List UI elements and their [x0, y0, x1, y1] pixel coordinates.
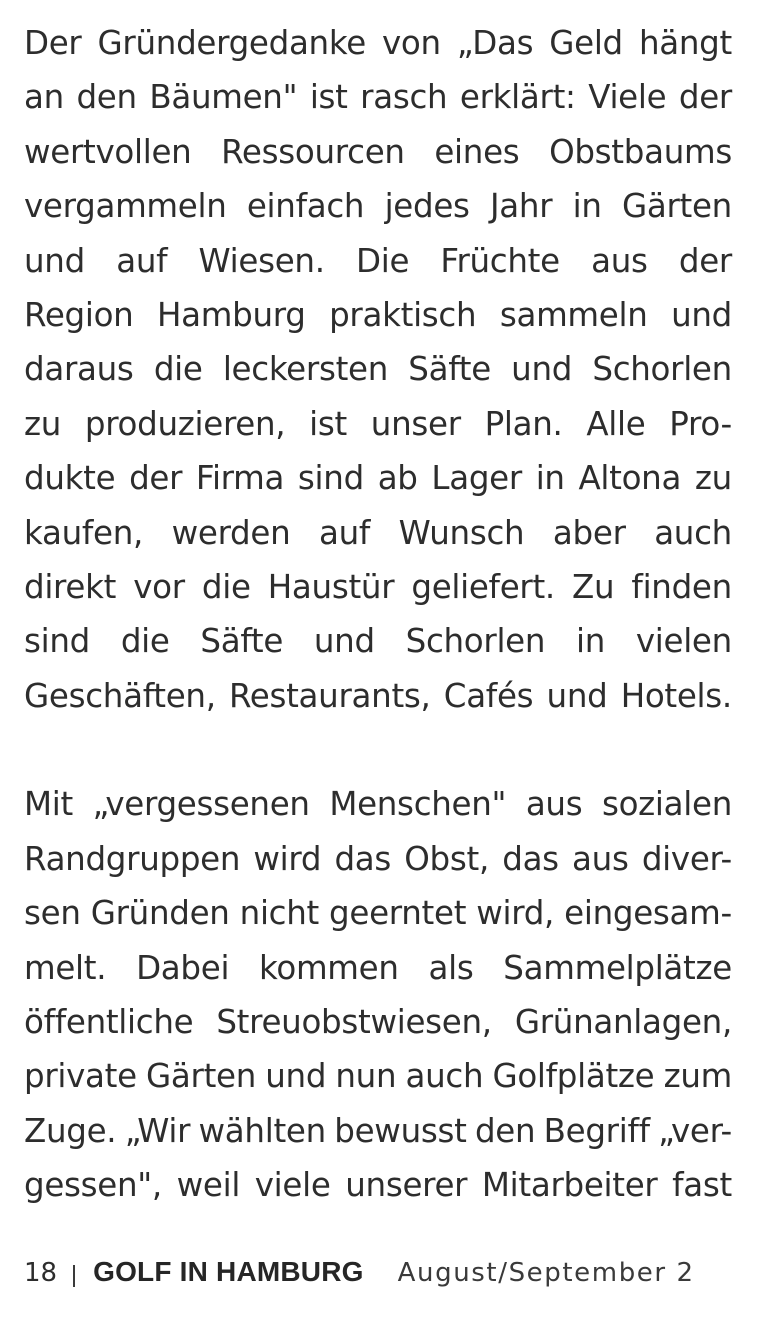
word: Zu [572, 568, 615, 607]
word: den [474, 1111, 536, 1150]
word: zu [24, 404, 62, 443]
text-line [24, 70, 732, 124]
word: rasch [360, 78, 448, 117]
word: Restaurants, [228, 676, 431, 715]
word: sammeln [499, 296, 648, 335]
word: auf [116, 241, 168, 280]
word: melt. [24, 948, 107, 987]
word: die [153, 350, 203, 389]
word: Mit [24, 785, 73, 824]
word: und [511, 350, 573, 389]
word: eines [434, 132, 520, 171]
page-footer [24, 1256, 770, 1296]
text-line [24, 669, 732, 723]
word: kommen [259, 948, 399, 987]
word: nicht [239, 894, 319, 933]
word: in [576, 622, 606, 661]
word: Mitarbeiter [481, 1166, 658, 1205]
word: zu [694, 459, 732, 498]
text-line [24, 832, 732, 886]
word: als [428, 948, 474, 987]
word: kaufen, [24, 513, 144, 552]
text-line [24, 1104, 732, 1158]
word: geliefert. [411, 568, 555, 607]
word: private [24, 1057, 137, 1096]
word: auf [318, 513, 371, 552]
word: öffentliche [24, 1002, 194, 1041]
word: Obstbaums [549, 132, 732, 171]
page-number: 18 [24, 1258, 58, 1288]
word: aus [525, 785, 583, 824]
text-line [24, 1049, 732, 1103]
word: Der [24, 24, 82, 62]
word: unserer [345, 1166, 468, 1205]
word: dukte [24, 459, 116, 498]
word: die [201, 568, 251, 607]
word: Zuge. [24, 1111, 117, 1150]
word: Hamburg [157, 296, 306, 335]
word: Gärten [146, 1057, 257, 1096]
text-line [24, 614, 732, 668]
text-line [24, 397, 732, 451]
word: Schorlen [405, 622, 546, 661]
word: produzieren, [84, 404, 286, 443]
text-line [24, 16, 732, 70]
word: Grünanlagen, [514, 1002, 732, 1041]
word: Randgruppen [24, 839, 241, 878]
word: gessen", [24, 1166, 162, 1205]
text-line [24, 1158, 732, 1212]
word: unser [370, 404, 461, 443]
word: geerntet [329, 894, 467, 933]
word: Altona [578, 459, 682, 498]
word: auch [405, 1057, 484, 1096]
word: direkt [24, 568, 117, 607]
footer-divider [73, 1265, 75, 1287]
word: Plan. [484, 404, 563, 443]
word: und [671, 296, 732, 335]
word: Wunsch [398, 513, 525, 552]
word: Die [356, 241, 410, 280]
word: Begriff [543, 1111, 650, 1150]
word: Schorlen [592, 350, 732, 389]
word: Säfte [408, 350, 491, 389]
word: auch [654, 513, 732, 552]
word: werden [171, 513, 291, 552]
word: wird, [476, 894, 555, 933]
word: Jahr [490, 187, 553, 226]
word: vor [133, 568, 185, 607]
word: Golfplätze [492, 1057, 655, 1096]
word: sozialen [601, 785, 732, 824]
word: und [24, 241, 85, 280]
word: Bäumen" [149, 78, 298, 117]
word: vergammeln [24, 187, 227, 226]
word: Alle [586, 404, 646, 443]
word: das [334, 839, 392, 878]
word: praktisch [329, 296, 477, 335]
word: sen [24, 894, 81, 933]
word: weil [176, 1166, 241, 1205]
issue-date: August/September 2 [397, 1258, 695, 1288]
word: Obst, [404, 839, 489, 878]
word: daraus [24, 350, 134, 389]
word: erklärt: [459, 78, 576, 117]
word: leckersten [222, 350, 389, 389]
word: hängt [638, 24, 732, 62]
text-line [24, 125, 732, 179]
word: Früchte [440, 241, 560, 280]
word: nun [335, 1057, 397, 1096]
paragraph-spacer [24, 723, 732, 777]
word: zum [663, 1057, 732, 1096]
word: die [120, 622, 170, 661]
word: wählten [198, 1111, 326, 1150]
word: Firma [195, 459, 285, 498]
text-line [24, 886, 732, 940]
text-line [24, 560, 732, 614]
word: und [313, 622, 375, 661]
magazine-title: GOLF IN HAMBURG [93, 1256, 364, 1287]
word: jedes [384, 187, 470, 226]
word: viele [254, 1166, 331, 1205]
word: von [381, 24, 441, 62]
word: an [24, 78, 64, 117]
text-line [24, 777, 732, 831]
article-paragraph-2 [24, 777, 732, 1212]
word: Gründen [90, 894, 230, 933]
word: aus [591, 241, 648, 280]
word: Streuobstwiesen, [216, 1002, 492, 1041]
word: und [265, 1057, 327, 1096]
word: vielen [635, 622, 732, 661]
text-line [24, 288, 732, 342]
article-paragraph-1 [24, 16, 732, 723]
word: in [572, 187, 602, 226]
word: aus [572, 839, 629, 878]
word: fast [672, 1166, 732, 1205]
word: wird [253, 839, 322, 878]
word: Haustür [267, 568, 395, 607]
word: „vergessenen [92, 785, 310, 824]
word: und [546, 676, 608, 715]
text-line [24, 995, 732, 1049]
word: wertvollen [24, 132, 192, 171]
word: der [678, 78, 732, 117]
word: Geld [549, 24, 623, 62]
word: sind [297, 459, 364, 498]
word: einfach [246, 187, 365, 226]
word: das [502, 839, 559, 878]
word: Ressourcen [221, 132, 405, 171]
text-line [24, 451, 732, 505]
text-line [24, 941, 732, 995]
word: der [129, 459, 183, 498]
word: bewusst [334, 1111, 467, 1150]
word: „Das [456, 24, 534, 62]
word: Gründergedanke [97, 24, 366, 62]
word: Wiesen. [198, 241, 325, 280]
text-line [24, 234, 732, 288]
word: ist [309, 78, 348, 117]
word: Sammelplätze [503, 948, 732, 987]
word: Hotels. [620, 676, 732, 715]
word: den [76, 78, 137, 117]
word: in [535, 459, 565, 498]
word: finden [631, 568, 732, 607]
word: diver- [641, 839, 732, 878]
word: Pro- [669, 404, 732, 443]
article-column [24, 16, 732, 1213]
word: Viele [588, 78, 667, 117]
word: Cafés [443, 676, 534, 715]
word: Menschen" [329, 785, 507, 824]
word: „ver- [658, 1111, 732, 1150]
text-line [24, 179, 732, 233]
word: eingesam- [564, 894, 732, 933]
word: „Wir [124, 1111, 191, 1150]
word: sind [24, 622, 90, 661]
word: Säfte [200, 622, 284, 661]
word: ist [309, 404, 347, 443]
word: Geschäften, [24, 676, 216, 715]
text-line [24, 506, 732, 560]
word: aber [552, 513, 626, 552]
word: Region [24, 296, 134, 335]
text-line [24, 342, 732, 396]
word: ab [377, 459, 418, 498]
word: Lager [431, 459, 522, 498]
word: Dabei [136, 948, 230, 987]
word: Gärten [621, 187, 732, 226]
word: der [678, 241, 732, 280]
